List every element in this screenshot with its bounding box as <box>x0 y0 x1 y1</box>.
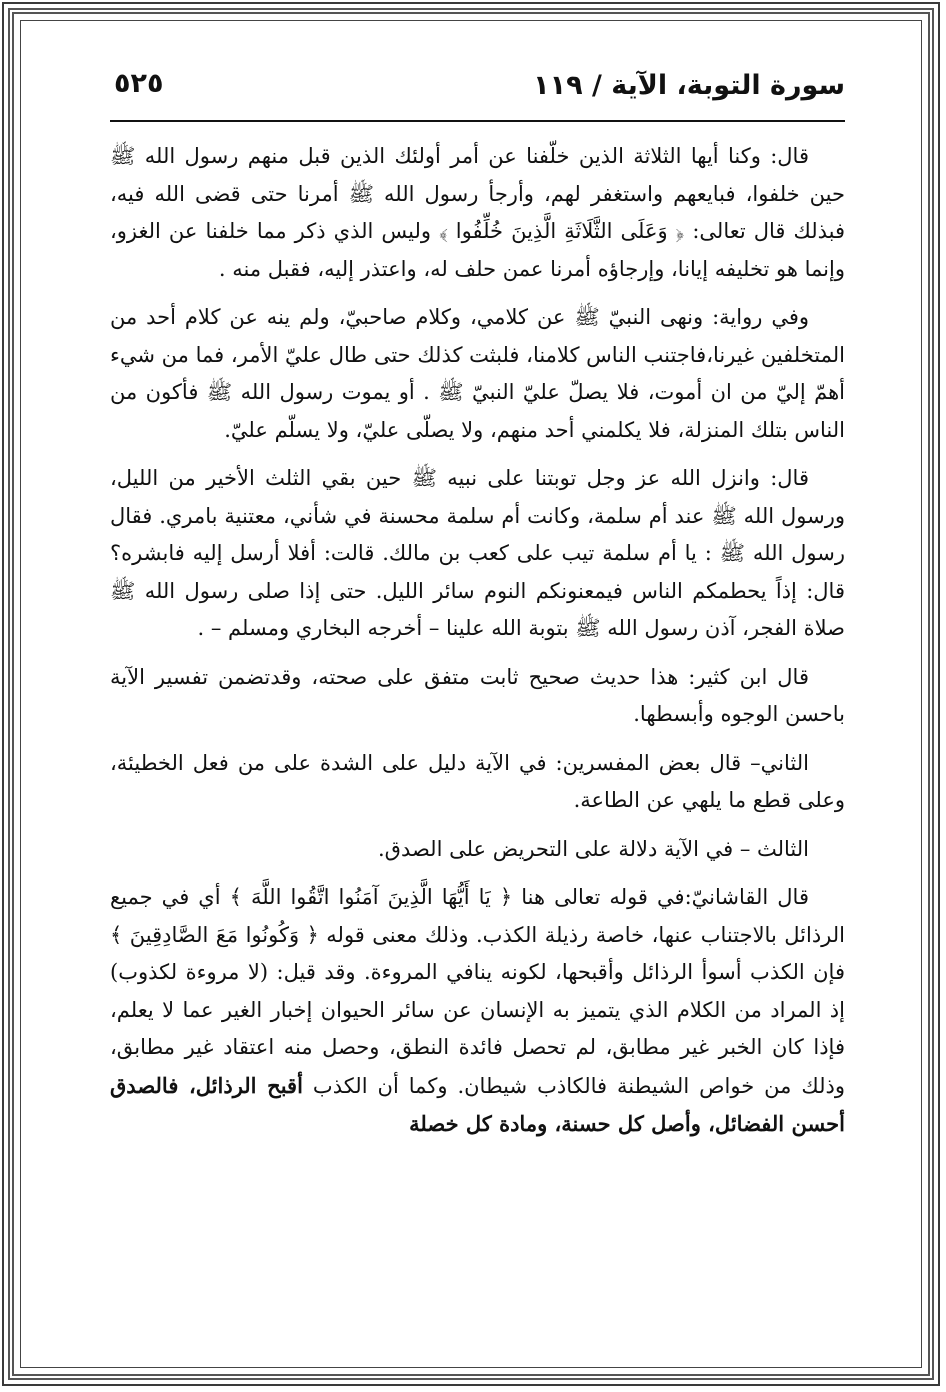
paragraph-7 <box>110 879 845 1144</box>
page-header <box>110 64 845 124</box>
paragraph-1: قال: وكنا أيها الثلاثة الذين خلّفنا عن أمر أولئك الذين قبل منهم رسول الله ﷺ حين خلفوا، فبايعهم واستغفر لهم، وأرجأ رسول الله ﷺ أمرنا حتى قضى الله فيه، فبذلك قال تعالى: ﴿ وَعَلَى الثَّلَاثَةِ الَّذِينَ خُلِّفُوا ﴾ وليس الذي ذكر مما خلفنا عن الغزو، وإنما هو تخليفه إيانا، وإرجاؤه أمرنا عمن حلف له، واعتذر إليه، فقبل منه . <box>110 144 845 281</box>
paragraph-4: قال ابن كثير: هذا حديث صحيح ثابت متفق على صحته، وقدتضمن تفسير الآية باحسن الوجوه وأبسطها. <box>110 664 845 726</box>
paragraph-5: الثاني– قال بعض المفسرين: في الآية دليل على الشدة على من فعل الخطيئة، وعلى قطع ما يلهي عن الطاعة. <box>110 750 845 812</box>
paragraph-6: الثالث – في الآية دلالة على التحريض على الصدق. <box>377 836 809 861</box>
paragraph-7-body: قال القاشانيّ:في قوله تعالى هنا ﴿ يَا أَيُّهَا الَّذِينَ آمَنُوا اتَّقُوا اللَّهَ ﴾ أي في جميع الرذائل بالاجتناب عنها، خاصة رذيلة الكذب. وذلك معنى قوله ﴿ وَكُونُوا مَعَ الصَّادِقِينَ ﴾ فإن الكذب أسوأ الرذائل وأقبحها، لكونه ينافي المروءة. وقد قيل: (لا مروءة لكذوب) إذ المراد من الكلام الذي يتميز به الإنسان عن سائر الحيوان إخبار الغير عما لا يعلم، فإذا كان الخبر غير مطابق، لم تحصل فائدة النطق، وحصل منه اعتقاد غير مطابق، وذلك من خواص الشيطنة فالكاذب شيطان. وكما أن الكذب <box>110 885 845 1098</box>
paragraph-7-bold-tail: أقبح الرذائل، فالصدق أحسن الفضائل، وأصل كل حسنة، ومادة كل خصلة <box>110 1072 845 1136</box>
page-number: ٥٢٥ <box>114 68 164 99</box>
header-title: سورة التوبة، الآية / ١١٩ <box>533 70 845 101</box>
paragraph-3: قال: وانزل الله عز وجل توبتنا على نبيه ﷺ حين بقي الثلث الأخير من الليل، ورسول الله ﷺ عند أم سلمة، وكانت أم سلمة محسنة في شأني، معتنية بامري. فقال رسول الله ﷺ : يا أم سلمة تيب على كعب بن مالك. قالت: أفلا أرسل إليه فابشره؟ قال: إذاً يحطمكم الناس فيمعنونكم النوم سائر الليل. حتى إذا صلى رسول الله ﷺ صلاة الفجر، آذن رسول الله ﷺ بتوبة الله علينا – أخرجه البخاري ومسلم – . <box>110 466 845 640</box>
paragraph-2: وفي رواية: ونهى النبيّ ﷺ عن كلامي، وكلام صاحبيّ، ولم ينه عن كلام أحد من المتخلفين غيرنا،فاجتنب الناس كلامنا، فلبثت كذلك حتى طال عليّ الأمر، فما من شيء أهمّ إليّ من ان أموت، فلا يصلّ عليّ النبيّ ﷺ . أو يموت رسول الله ﷺ فأكون من الناس بتلك المنزلة، فلا يكلمني أحد منهم، ولا يصلّى عليّ، ولا يسلّم عليّ. <box>110 305 845 442</box>
header-divider <box>110 120 845 122</box>
page-body <box>110 138 845 1144</box>
